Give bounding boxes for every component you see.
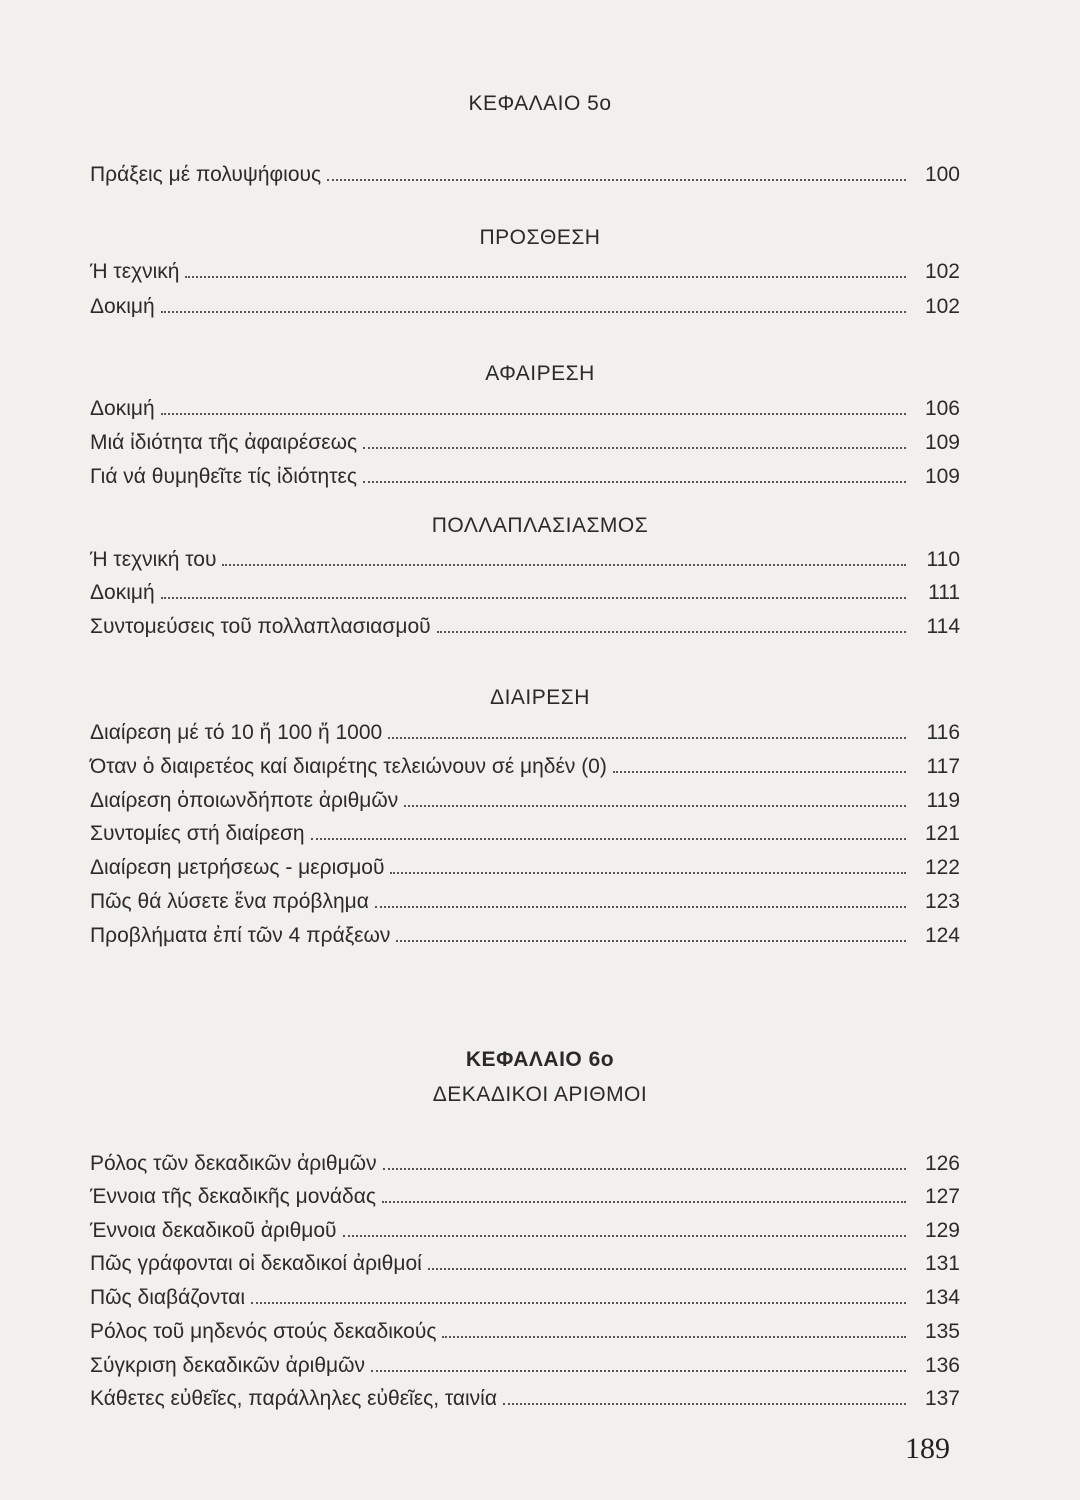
entry-page: 102 <box>924 295 960 318</box>
dot-leader <box>363 481 906 483</box>
toc-entry <box>90 156 960 188</box>
entry-title: Δοκιμή <box>90 581 155 604</box>
toc-entry <box>90 574 960 606</box>
entry-title: Κάθετες εὐθεῖες, παράλληλες εὐθεῖες, ταινία <box>90 1387 497 1410</box>
entry-page: 110 <box>926 548 960 571</box>
dot-leader <box>382 1201 906 1203</box>
toc-entry <box>90 253 960 285</box>
chapter-6-subheading: ΔΕΚΑΔΙΚΟΙ ΑΡΙΘΜΟΙ <box>432 1083 648 1106</box>
dot-leader <box>327 179 906 181</box>
toc-entry <box>90 714 960 746</box>
toc-entry <box>90 288 960 320</box>
dot-leader <box>428 1268 906 1270</box>
entry-page: 117 <box>926 755 960 778</box>
entry-page: 131 <box>924 1252 960 1275</box>
entry-title: Μιά ἰδιότητα τῆς ἀφαιρέσεως <box>90 431 358 454</box>
toc-entry <box>90 748 960 780</box>
entry-title: Πράξεις μέ πολυψήφιους <box>90 163 322 186</box>
entry-title: Ή τεχνική <box>90 260 180 283</box>
entry-title: Πῶς γράφονται οἱ δεκαδικοί ἀριθμοί <box>90 1252 422 1275</box>
entry-title: Διαίρεση μέ τό 10 ἤ 100 ἤ 1000 <box>90 721 383 744</box>
dot-leader <box>311 838 906 840</box>
toc-entry <box>90 608 960 640</box>
dot-leader <box>503 1403 906 1405</box>
section-heading-addition: ΠΡΟΣΘΕΣΗ <box>479 226 601 249</box>
entry-title: Ρόλος τοῦ μηδενός στούς δεκαδικούς <box>90 1320 437 1343</box>
entry-title: Δοκιμή <box>90 295 155 318</box>
dot-leader <box>442 1336 906 1338</box>
dot-leader <box>343 1235 906 1237</box>
entry-page: 137 <box>924 1387 960 1410</box>
entry-page: 136 <box>924 1354 960 1377</box>
entry-page: 124 <box>924 924 960 947</box>
entry-title: Έννοια δεκαδικοῦ ἀριθμοῦ <box>90 1219 337 1242</box>
toc-entry <box>90 1145 960 1177</box>
entry-title: Όταν ὁ διαιρετέος καί διαιρέτης τελειώνουν σέ μηδέν (0) <box>90 755 607 778</box>
dot-leader <box>383 1168 906 1170</box>
toc-entry <box>90 917 960 949</box>
dot-leader <box>390 872 906 874</box>
entry-page: 129 <box>924 1219 960 1242</box>
entry-page: 109 <box>924 465 960 488</box>
chapter-6-heading: ΚΕΦΑΛΑΙΟ 6ο <box>465 1048 615 1071</box>
dot-leader <box>161 413 906 415</box>
entry-page: 100 <box>924 163 960 186</box>
dot-leader <box>222 564 906 566</box>
toc-entry <box>90 458 960 490</box>
dot-leader <box>388 737 906 739</box>
entry-page: 134 <box>924 1286 960 1309</box>
entry-page: 114 <box>926 615 960 638</box>
entry-page: 127 <box>924 1185 960 1208</box>
dot-leader <box>371 1370 906 1372</box>
toc-entry <box>90 390 960 422</box>
dot-leader <box>437 631 906 633</box>
entry-page: 111 <box>928 581 960 604</box>
entry-page: 109 <box>924 431 960 454</box>
dot-leader <box>396 940 906 942</box>
page-number: 189 <box>905 1432 950 1465</box>
section-heading-division: ΔΙΑΙΡΕΣΗ <box>490 686 590 709</box>
entry-page: 106 <box>924 397 960 420</box>
entry-page: 122 <box>924 856 960 879</box>
entry-title: Σύγκριση δεκαδικῶν ἀριθμῶν <box>90 1354 365 1377</box>
entry-title: Πῶς θά λύσετε ἕνα πρόβλημα <box>90 890 369 913</box>
section-heading-multiplication: ΠΟΛΛΑΠΛΑΣΙΑΣΜΟΣ <box>431 514 649 537</box>
chapter-5-heading: ΚΕΦΑΛΑΙΟ 5ο <box>468 92 612 115</box>
entry-page: 102 <box>924 260 960 283</box>
toc-entry <box>90 815 960 847</box>
dot-leader <box>375 906 906 908</box>
dot-leader <box>404 805 906 807</box>
entry-page: 123 <box>924 890 960 913</box>
toc-entry <box>90 1212 960 1244</box>
toc-entry <box>90 1347 960 1379</box>
toc-entry <box>90 424 960 456</box>
toc-entry <box>90 849 960 881</box>
entry-title: Γιά νά θυμηθεῖτε τίς ἰδιότητες <box>90 465 357 488</box>
section-heading-subtraction: ΑΦΑΙΡΕΣΗ <box>485 362 595 385</box>
entry-title: Συντομεύσεις τοῦ πολλαπλασιασμοῦ <box>90 615 431 638</box>
dot-leader <box>161 311 906 313</box>
dot-leader <box>613 771 906 773</box>
entry-page: 116 <box>926 721 960 744</box>
entry-title: Ρόλος τῶν δεκαδικῶν ἀριθμῶν <box>90 1152 377 1175</box>
toc-entry <box>90 1279 960 1311</box>
entry-title: Διαίρεση ὁποιωνδήποτε ἀριθμῶν <box>90 789 399 812</box>
toc-entry <box>90 883 960 915</box>
dot-leader <box>185 276 906 278</box>
entry-title: Έννοια τῆς δεκαδικῆς μονάδας <box>90 1185 377 1208</box>
toc-entry <box>90 1313 960 1345</box>
toc-entry <box>90 1178 960 1210</box>
toc-entry <box>90 541 960 573</box>
entry-title: Προβλήματα ἐπί τῶν 4 πράξεων <box>90 924 391 947</box>
entry-title: Δοκιμή <box>90 397 155 420</box>
entry-page: 135 <box>924 1320 960 1343</box>
entry-title: Συντομίες στή διαίρεση <box>90 822 305 845</box>
dot-leader <box>251 1302 906 1304</box>
entry-title: Διαίρεση μετρήσεως - μερισμοῦ <box>90 856 385 879</box>
entry-page: 119 <box>926 789 960 812</box>
entry-page: 126 <box>924 1152 960 1175</box>
dot-leader <box>363 447 906 449</box>
toc-entry <box>90 782 960 814</box>
toc-entry <box>90 1380 960 1412</box>
entry-page: 121 <box>924 822 960 845</box>
dot-leader <box>161 597 906 599</box>
toc-entry <box>90 1245 960 1277</box>
entry-title: Ή τεχνική του <box>90 548 217 571</box>
entry-title: Πῶς διαβάζονται <box>90 1286 246 1309</box>
